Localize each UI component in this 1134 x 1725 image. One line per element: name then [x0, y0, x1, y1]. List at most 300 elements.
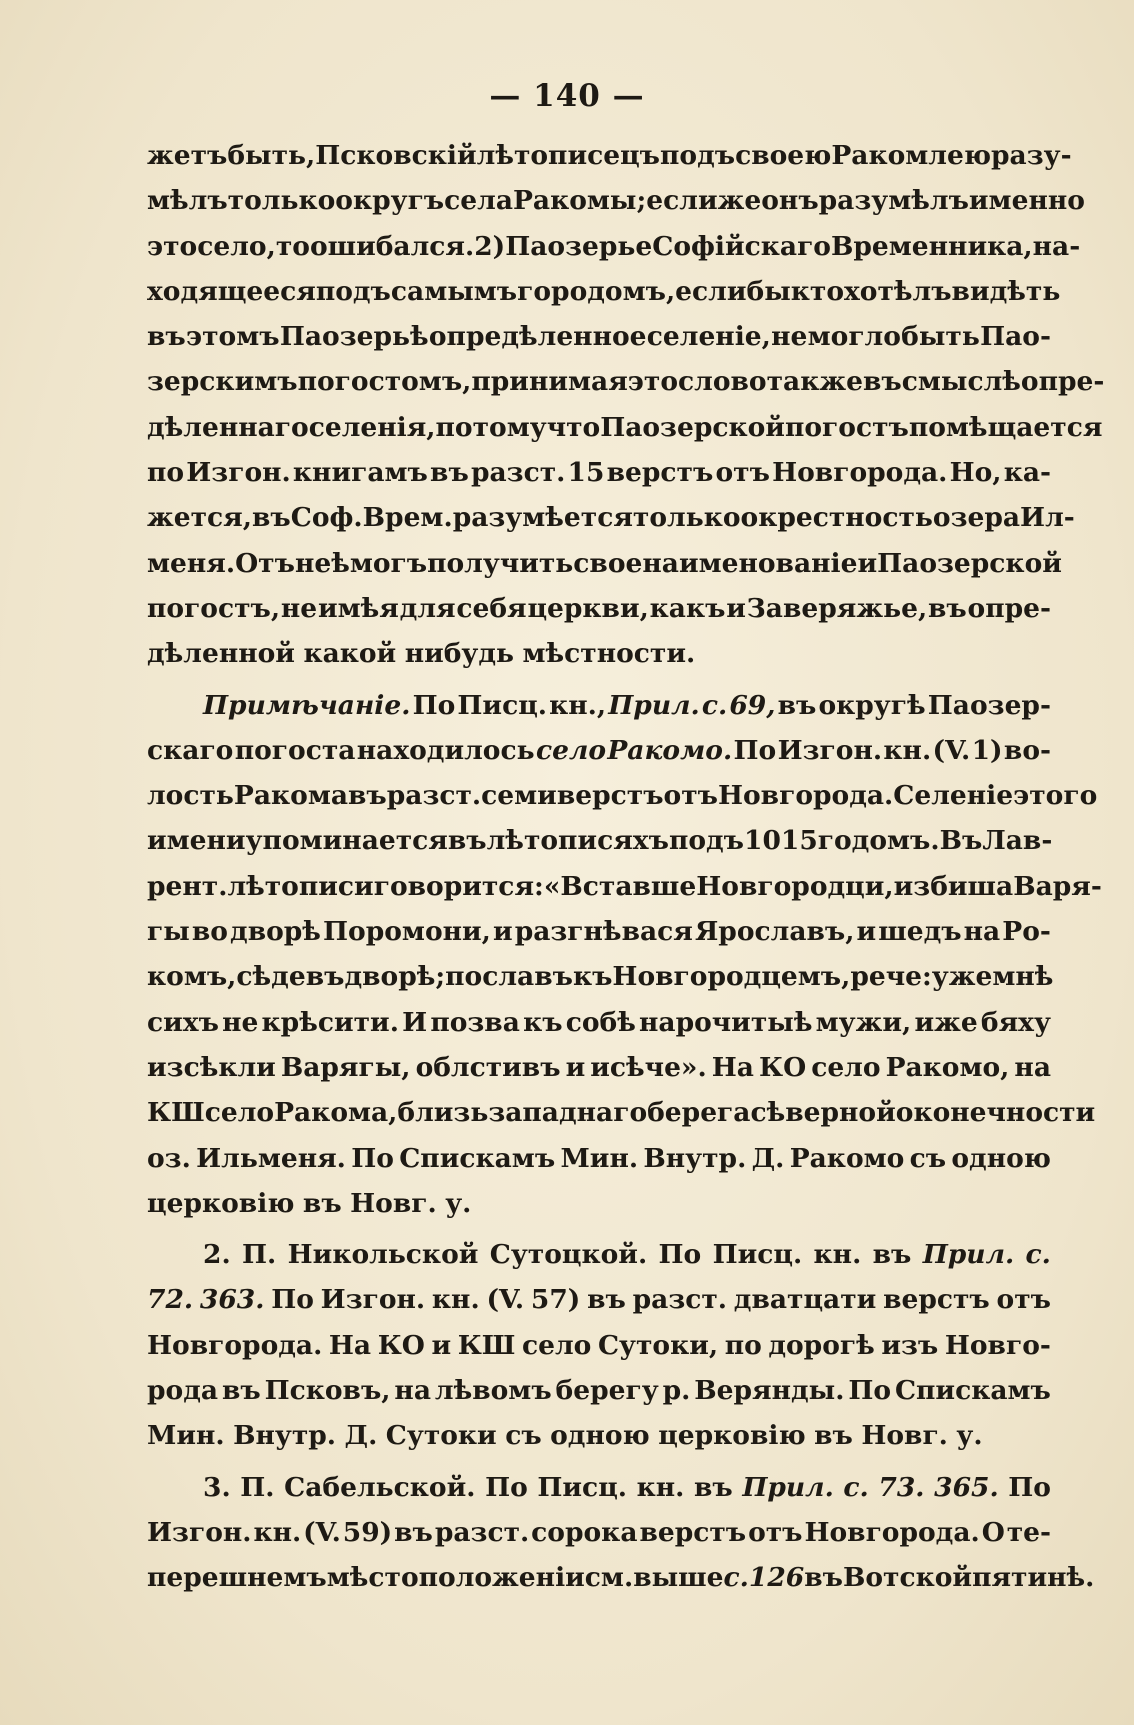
word: кн. — [253, 1516, 302, 1548]
word: Писц. — [537, 1471, 627, 1503]
word: Новгорода. — [147, 1329, 323, 1361]
word: по — [147, 457, 185, 489]
text-line — [147, 870, 1102, 916]
word: 15 — [567, 457, 605, 489]
word: это — [147, 230, 198, 262]
word: Спискамъ — [399, 1142, 556, 1174]
text-line — [147, 275, 1061, 321]
word: (V. — [486, 1284, 525, 1316]
word: свое — [573, 547, 643, 579]
word: кн. — [813, 1239, 862, 1271]
word: потому — [435, 411, 547, 443]
word: отъ — [715, 457, 770, 489]
word: подъ — [668, 825, 744, 857]
word: Лав- — [982, 825, 1053, 857]
word: 69, — [729, 689, 776, 721]
word: Ракома — [233, 780, 349, 812]
word: въ — [348, 780, 387, 812]
word: кн. — [636, 1471, 685, 1503]
word: себя — [456, 592, 527, 624]
word: принимая — [471, 366, 628, 398]
word: собѣ — [565, 1006, 636, 1038]
word: могъ — [349, 547, 428, 579]
word: онъ — [761, 185, 819, 217]
word: и — [565, 1051, 586, 1083]
word: подъ — [315, 275, 391, 307]
word: село — [204, 1097, 275, 1129]
word: зерскимъ — [147, 366, 298, 398]
word: этого — [1013, 780, 1098, 812]
text-line — [147, 735, 1051, 780]
word: именно — [968, 185, 1085, 217]
word: что — [546, 411, 601, 443]
word: 1) — [971, 734, 1003, 766]
word: 2. — [203, 1239, 231, 1271]
word: Паозерской — [600, 411, 785, 443]
word: у. — [956, 1420, 983, 1452]
word: Ильменя. — [196, 1142, 346, 1174]
word: Сутоцкой. — [489, 1239, 648, 1271]
word: въ — [927, 592, 967, 624]
text-line — [147, 825, 1051, 870]
word: На — [711, 1051, 754, 1083]
word: въ — [251, 502, 291, 534]
word: Въ — [939, 825, 983, 857]
word: Паозерской — [877, 547, 1062, 579]
text-line — [147, 1472, 1051, 1517]
word: жется, — [147, 502, 252, 534]
word: Новгородцемъ, — [612, 961, 851, 993]
word: По — [412, 689, 456, 721]
word: Ракомо. — [607, 734, 733, 766]
word: Вотской — [842, 1562, 973, 1594]
word: Паозер- — [927, 689, 1051, 721]
text-line — [147, 547, 1062, 593]
word: одною — [550, 1420, 650, 1452]
word: опре- — [1020, 366, 1105, 398]
word: село — [522, 1329, 592, 1361]
word: какъ — [649, 592, 726, 624]
word: Новг. — [861, 1420, 948, 1452]
word: самымъ — [390, 275, 518, 307]
word: въ — [862, 366, 902, 398]
word: Новгорода. — [772, 457, 948, 489]
word: мѣлъ — [147, 185, 228, 217]
text-line — [147, 1239, 1051, 1284]
word: упоминается — [245, 825, 448, 857]
text-line — [147, 1517, 1051, 1562]
word: Писц. — [457, 689, 548, 721]
word: для — [399, 592, 456, 624]
word: Сутоки — [385, 1420, 497, 1452]
word: у. — [445, 1187, 472, 1219]
word: Ракомо — [789, 1142, 905, 1174]
word: кн. — [883, 734, 932, 766]
word: въ — [221, 1375, 261, 1407]
word: Спискамъ — [894, 1375, 1051, 1407]
text-line — [147, 321, 1051, 366]
word: с. — [1025, 1239, 1051, 1271]
word: Писц. — [712, 1239, 803, 1271]
word: 365. — [934, 1471, 999, 1503]
word: верстъ — [606, 457, 714, 489]
word: те- — [1006, 1516, 1051, 1548]
word: книгамъ — [292, 457, 428, 489]
word: дорогѣ — [768, 1329, 875, 1361]
word: разумѣлъ — [818, 185, 969, 217]
word: въ — [777, 689, 817, 721]
word: П. — [240, 1471, 275, 1503]
word: Поромони, — [323, 916, 491, 948]
word: селеніе, — [646, 321, 771, 353]
word: не — [771, 321, 808, 353]
word: избиша — [893, 870, 1014, 902]
word: мужи, — [815, 1006, 912, 1038]
word: разст. — [632, 1284, 728, 1316]
word: Изгон. — [186, 457, 291, 489]
word: выше — [633, 1562, 724, 1594]
word: Отъ — [235, 547, 295, 579]
text-line — [147, 230, 1081, 276]
word: позва — [430, 1006, 520, 1038]
word: Мин. — [560, 1142, 639, 1174]
word: въ — [814, 1420, 853, 1452]
word: опре- — [967, 592, 1051, 624]
word: хотѣлъ — [844, 275, 952, 307]
word: оконечности — [895, 1097, 1096, 1129]
word: озера — [932, 502, 1021, 534]
word: Заверяжье, — [746, 592, 928, 624]
word: Д. — [751, 1142, 785, 1174]
word: могло — [807, 321, 901, 353]
word: разумѣется — [452, 502, 633, 534]
word: ка- — [1003, 457, 1051, 489]
word: въ — [430, 457, 469, 489]
page-number: — 140 — — [489, 78, 645, 114]
word: рода — [147, 1375, 219, 1407]
word: округѣ — [818, 689, 926, 721]
word: не — [280, 592, 318, 624]
word: Варя- — [1013, 870, 1102, 902]
word: берега — [647, 1097, 751, 1129]
word: этомъ — [186, 321, 280, 353]
word: въ — [147, 321, 186, 353]
word: дворѣ; — [344, 961, 446, 993]
text-line — [147, 1375, 1051, 1420]
word: говорится: — [373, 870, 544, 902]
word: на — [963, 916, 1001, 948]
word: Ракомлею — [831, 140, 991, 171]
word: церковію — [658, 1420, 806, 1452]
word: «Вставше — [543, 870, 697, 902]
word: какой — [303, 638, 397, 670]
word: только — [632, 502, 741, 534]
word: исѣче». — [590, 1051, 707, 1083]
word: с. — [701, 689, 728, 721]
word: КО — [377, 1329, 425, 1361]
word: По — [271, 1284, 314, 1316]
word: р. — [662, 1375, 691, 1407]
text-line — [147, 780, 1098, 825]
text-line — [147, 411, 1103, 457]
word: съ — [505, 1420, 542, 1452]
word: 126 — [748, 1562, 805, 1594]
word: иже — [914, 1006, 978, 1038]
word: опредѣленное — [428, 321, 647, 353]
word: Сутоки, — [597, 1329, 719, 1361]
word: къ — [572, 961, 613, 993]
word: кн. — [431, 1284, 480, 1316]
word: 72. — [147, 1284, 194, 1316]
word: села — [444, 185, 513, 217]
word: кн., — [549, 689, 607, 721]
word: 3. — [203, 1471, 231, 1503]
word: рент. — [147, 870, 228, 902]
word: не — [222, 1006, 259, 1038]
word: Врем. — [362, 502, 453, 534]
word: западнаго — [488, 1097, 648, 1129]
text-line — [147, 916, 1051, 961]
word: Изгон. — [777, 734, 883, 766]
text-line — [147, 1420, 1051, 1465]
word: и — [492, 916, 513, 948]
word: ходящееся — [147, 275, 316, 307]
word: Ро- — [1002, 916, 1051, 948]
word: селенія, — [308, 411, 436, 443]
word: Д. — [344, 1420, 378, 1452]
word: городомъ, — [517, 275, 676, 307]
word: сѣде — [236, 961, 306, 993]
word: с. — [723, 1562, 749, 1594]
word: Селеніе — [893, 780, 1014, 812]
word: Прил. — [608, 689, 700, 721]
word: на — [1014, 1051, 1051, 1083]
word: 59) — [342, 1516, 393, 1548]
word: окрестность — [740, 502, 933, 534]
word: Временника, — [830, 230, 1033, 262]
word: близь — [397, 1097, 489, 1129]
word: лость — [147, 780, 234, 812]
word: бы — [746, 275, 791, 307]
word: Пао- — [980, 321, 1051, 353]
word: то — [275, 230, 310, 262]
word: О — [981, 1516, 1005, 1548]
word: дворѣ — [230, 916, 321, 948]
text-line — [147, 1562, 1095, 1607]
word: изъ — [881, 1329, 939, 1361]
word: нибудь — [404, 638, 515, 670]
word: ошибался. — [309, 230, 475, 262]
word: И — [402, 1006, 428, 1038]
word: во — [191, 916, 228, 948]
text-line — [147, 1097, 1096, 1142]
word: село, — [197, 230, 276, 262]
word: по — [724, 1329, 762, 1361]
word: быть — [901, 321, 980, 353]
word: подъ — [660, 140, 736, 171]
word: бяху — [980, 1006, 1051, 1038]
word: лѣтописяхъ — [486, 825, 669, 857]
word: КО — [758, 1051, 807, 1083]
word: въ — [447, 825, 487, 857]
word: въ — [302, 1187, 342, 1219]
word: комъ, — [147, 961, 237, 993]
word: отъ — [748, 1516, 803, 1548]
word: По — [1008, 1471, 1051, 1503]
word: смыслѣ — [901, 366, 1021, 398]
word: Никольской — [287, 1239, 479, 1271]
word: Прил. — [742, 1471, 834, 1503]
word: сихъ — [147, 1006, 219, 1038]
word: Ракомы; — [513, 185, 647, 217]
word: погостъ, — [147, 592, 281, 624]
word: къ — [523, 1006, 563, 1038]
word: На — [328, 1329, 372, 1361]
text-line — [147, 1143, 1051, 1188]
word: П. — [242, 1239, 277, 1271]
word: Новг. — [350, 1187, 437, 1219]
word: гы — [147, 916, 190, 948]
word: Паозерье — [505, 230, 653, 262]
word: КШ — [457, 1329, 516, 1361]
word: кто — [790, 275, 844, 307]
word: получить — [427, 547, 574, 579]
word: уже — [931, 961, 993, 993]
word: Соф. — [290, 502, 363, 534]
word: скаго — [147, 734, 234, 766]
word: мѣстоположеніи — [326, 1562, 585, 1594]
word: село — [535, 734, 607, 766]
word: Псковъ, — [264, 1375, 391, 1407]
word: верстъ — [883, 1284, 990, 1316]
text-line — [147, 638, 1051, 683]
word: и — [431, 1329, 452, 1361]
word: изсѣкли — [147, 1051, 276, 1083]
word: и — [857, 547, 878, 579]
text-line — [147, 961, 1054, 1006]
word: и — [726, 592, 746, 624]
word: с. — [843, 1471, 869, 1503]
text-body — [147, 140, 1105, 1608]
text-line — [147, 185, 1085, 230]
word: верстъ — [556, 780, 664, 812]
word: годомъ. — [817, 825, 940, 857]
word: разгнѣвася — [514, 916, 693, 948]
word: въ — [394, 1516, 433, 1548]
word: Варягы, — [280, 1051, 411, 1083]
word: Новгорода. — [717, 780, 894, 812]
word: сѣверной — [750, 1097, 896, 1129]
word: По — [658, 1239, 702, 1271]
word: Новгорода. — [804, 1516, 980, 1548]
word: По — [485, 1471, 528, 1503]
word: во- — [1003, 734, 1051, 766]
word: (V. — [303, 1516, 341, 1548]
word: также — [766, 366, 863, 398]
word: своею — [735, 140, 832, 171]
word: на — [394, 1375, 431, 1407]
word: меня. — [147, 547, 236, 579]
word: По — [848, 1375, 892, 1407]
word: только — [227, 185, 336, 217]
word: пославъ — [445, 961, 573, 993]
word: По — [351, 1142, 394, 1174]
word: Ярославъ, — [694, 916, 855, 948]
word: погостъ — [784, 411, 909, 443]
word: лѣтописи — [227, 870, 374, 902]
word: Верянды. — [694, 1375, 845, 1407]
word: разу- — [991, 140, 1072, 171]
word: село — [811, 1051, 881, 1083]
word: Софійскаго — [652, 230, 831, 262]
word: если — [646, 185, 718, 217]
word: пятинѣ. — [972, 1562, 1095, 1594]
word: перешнемъ — [147, 1562, 327, 1594]
word: нарочитыѣ — [639, 1006, 813, 1038]
word: Примѣчаніе. — [203, 689, 411, 721]
word: Ракомо, — [885, 1051, 1010, 1083]
word: погостомъ, — [297, 366, 472, 398]
word: Изгон. — [147, 1516, 252, 1548]
text-line — [147, 690, 1051, 735]
word: въ — [804, 1562, 843, 1594]
word: и — [856, 916, 877, 948]
word: крѣсити. — [261, 1006, 399, 1038]
text-line — [147, 140, 1072, 185]
word: отъ — [996, 1284, 1051, 1316]
word: Прил. — [922, 1239, 1015, 1271]
word: церковію — [147, 1187, 295, 1219]
text-line — [147, 1284, 1051, 1329]
word: жетъ — [147, 140, 228, 171]
word: По — [733, 734, 777, 766]
word: дватцати — [733, 1284, 877, 1316]
word: мнѣ — [992, 961, 1054, 993]
word: 57) — [530, 1284, 581, 1316]
word: 2) — [474, 230, 506, 262]
word: въ — [872, 1239, 912, 1271]
word: въ — [693, 1471, 733, 1503]
word: разст. — [434, 1516, 530, 1548]
word: съ — [909, 1142, 947, 1174]
word: помѣщается — [908, 411, 1103, 443]
word: Сабельской. — [284, 1471, 476, 1503]
word: облстивъ — [415, 1051, 561, 1083]
word: наименованіе — [642, 547, 858, 579]
text-line — [147, 1052, 1051, 1097]
word: дѣленной — [147, 638, 295, 670]
word: 1015 — [744, 825, 818, 857]
word: Изгон. — [320, 1284, 426, 1316]
word: 363. — [199, 1284, 265, 1316]
word: если — [675, 275, 747, 307]
word: берегу — [555, 1375, 659, 1407]
word: Мин. — [147, 1420, 225, 1452]
text-line — [147, 593, 1051, 638]
word: см. — [584, 1562, 634, 1594]
word: Внутр. — [233, 1420, 337, 1452]
word: лѣвомъ — [434, 1375, 552, 1407]
word: Ракома, — [274, 1097, 398, 1129]
word: верстъ — [639, 1516, 747, 1548]
word: Псковскій — [315, 140, 477, 171]
word: Внутр. — [643, 1142, 747, 1174]
word: быть, — [227, 140, 316, 171]
word: округъ — [335, 185, 445, 217]
word: Новгородци, — [696, 870, 894, 902]
word: (V. — [932, 734, 971, 766]
word: одною — [951, 1142, 1051, 1174]
